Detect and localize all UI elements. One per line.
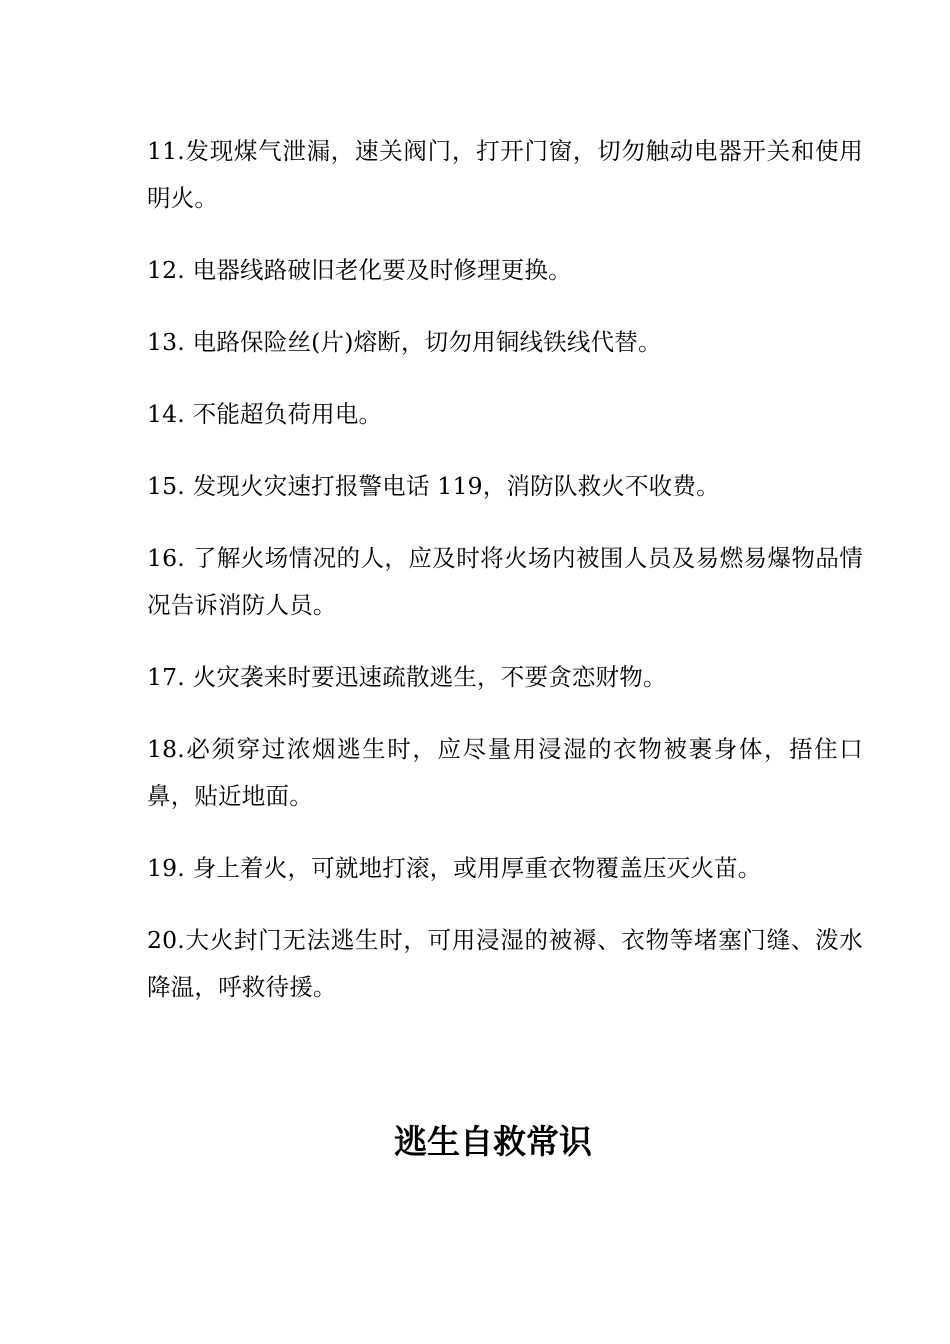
list-item: 14. 不能超负荷用电。 [147, 400, 383, 428]
list-item: 12. 电器线路破旧老化要及时修理更换。 [147, 256, 572, 284]
list-item: 16. 了解火场情况的人，应及时将火场内被围人员及易燃易爆物品情况告诉消防人员。 [147, 544, 863, 619]
list-item: 17. 火灾袭来时要迅速疏散逃生，不要贪恋财物。 [147, 663, 667, 691]
list-item: 18.必须穿过浓烟逃生时，应尽量用浸湿的衣物被裹身体，捂住口鼻，贴近地面。 [147, 735, 863, 810]
section-title: 逃生自救常识 [394, 1122, 592, 1161]
list-item: 11.发现煤气泄漏，速关阀门，打开门窗，切勿触动电器开关和使用明火。 [147, 137, 863, 212]
safety-tips-list [147, 128, 863, 1011]
list-item: 19. 身上着火，可就地打滚，或用厚重衣物覆盖压灭火苗。 [147, 854, 762, 882]
list-item: 13. 电路保险丝(片)熔断，切勿用铜线铁线代替。 [147, 328, 662, 356]
list-item: 20.大火封门无法逃生时，可用浸湿的被褥、衣物等堵塞门缝、泼水降温，呼救待援。 [147, 926, 863, 1001]
list-item: 15. 发现火灾速打报警电话 119，消防队救火不收费。 [147, 472, 720, 500]
